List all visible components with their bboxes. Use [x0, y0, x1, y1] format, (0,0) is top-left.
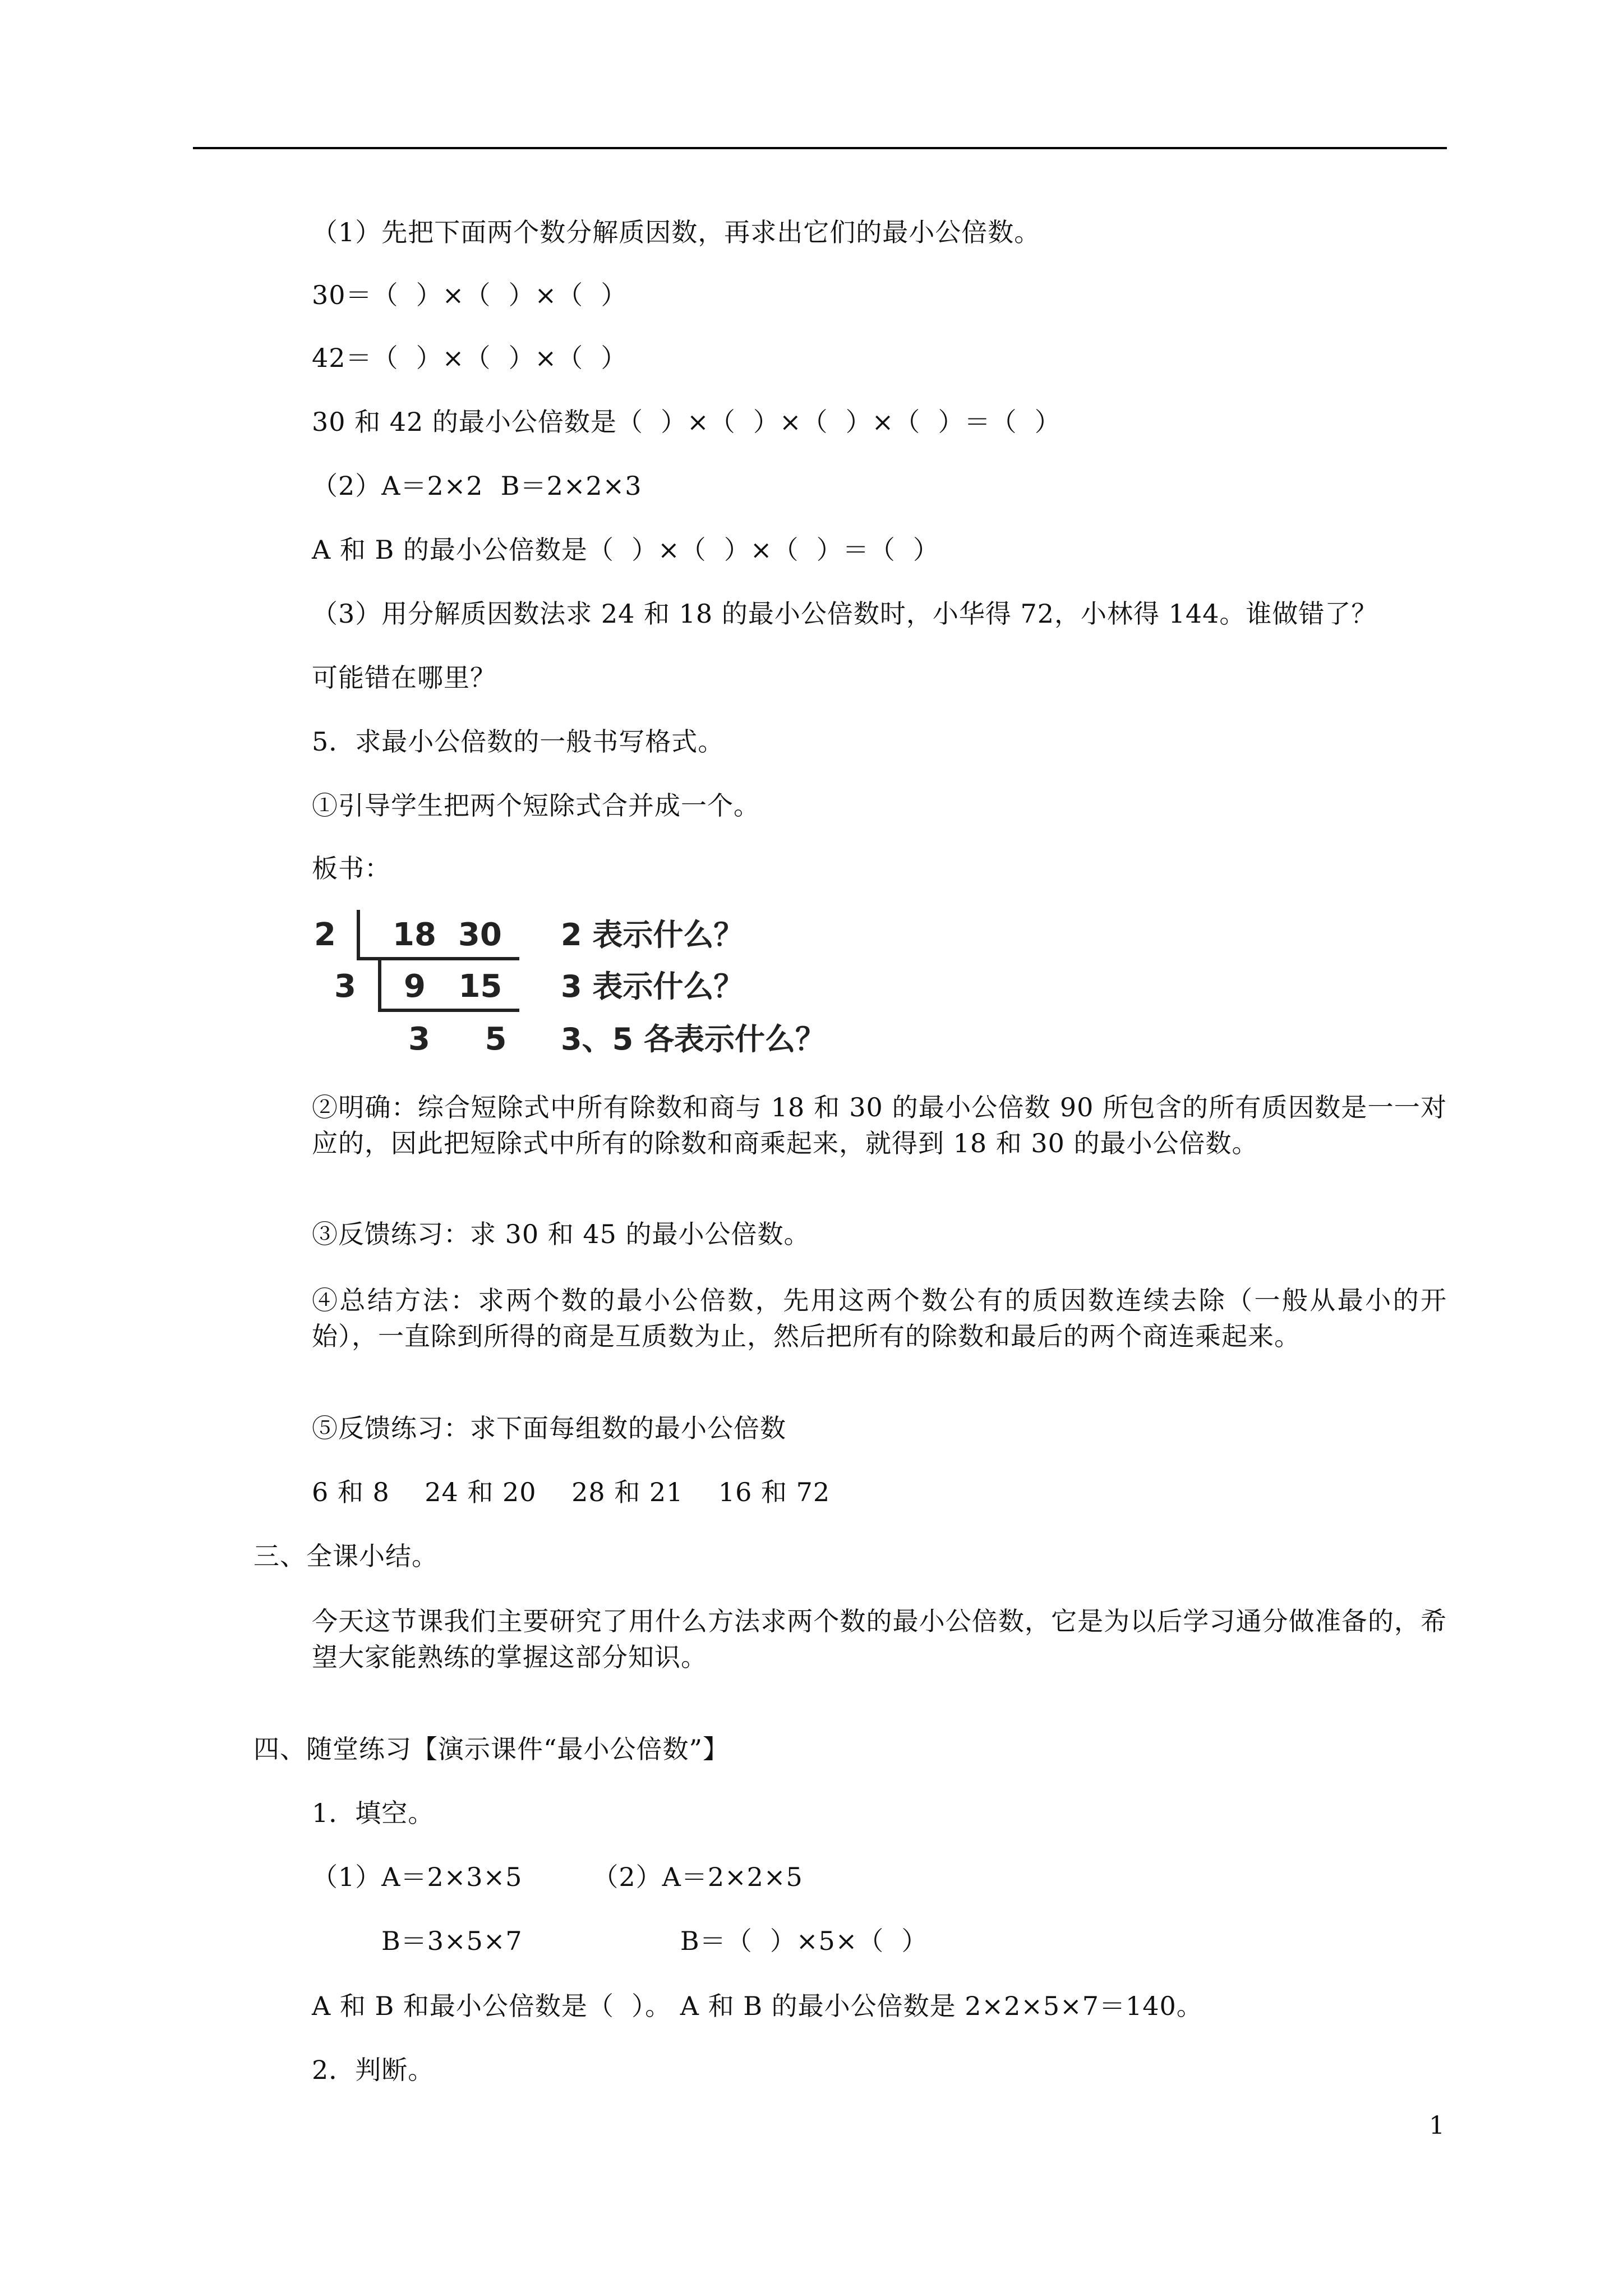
text-line: 6 和 8 24 和 20 28 和 21 16 和 72: [312, 1477, 831, 1507]
text-line: 1．填空。: [312, 1798, 435, 1828]
quotient-numbers: 3 5: [408, 1021, 507, 1057]
text-line: （3）用分解质因数法求 24 和 18 的最小公倍数时，小华得 72，小林得 144。谁做错了？: [312, 599, 1378, 629]
text-line: （1）先把下面两个数分解质因数，再求出它们的最小公倍数。: [312, 217, 1041, 247]
text-line: 2．判断。: [312, 2055, 435, 2085]
text-line: 30 和 42 的最小公倍数是（ ）×（ ）×（ ）×（ ）＝（ ）: [312, 407, 1061, 437]
text-line: （1）A＝2×3×5 （2）A＝2×2×5: [312, 1862, 803, 1892]
division-bar-vertical: [357, 910, 360, 957]
paragraph: [312, 1603, 1447, 1675]
text-line: A 和 B 的最小公倍数是（ ）×（ ）×（ ）＝（ ）: [312, 535, 939, 565]
board-question: 2 表示什么？: [561, 917, 744, 953]
text-line: （2）A＝2×2 B＝2×2×3: [312, 471, 642, 501]
text-line: ③反馈练习：求 30 和 45 的最小公倍数。: [312, 1219, 810, 1249]
paragraph-text: ④总结方法：求两个数的最小公倍数，先用这两个数公有的质因数连续去除（一般从最小的开始），一直除到所得的商是互质数为止，然后把所有的除数和最后的两个商连乘起来。: [312, 1285, 1447, 1351]
dividend-numbers: 18 30: [393, 917, 502, 953]
header-rule: [193, 147, 1447, 149]
text-line: ①引导学生把两个短除式合并成一个。: [312, 790, 760, 821]
board-question: 3、5 各表示什么？: [561, 1022, 826, 1057]
division-bar-vertical: [378, 960, 381, 1009]
page-number: 1: [1429, 2111, 1445, 2140]
text-line: 板书：: [312, 853, 391, 884]
divisor: 3: [334, 968, 356, 1005]
paragraph: [312, 1089, 1447, 1161]
dividend-numbers: 9 15: [404, 968, 502, 1005]
paragraph-text: 今天这节课我们主要研究了用什么方法求两个数的最小公倍数，它是为以后学习通分做准备的，希望大家能熟练的掌握这部分知识。: [312, 1606, 1447, 1672]
division-bar-horizontal: [378, 1009, 519, 1012]
text-line: 30＝（ ）×（ ）×（ ）: [312, 280, 628, 310]
section-heading: 三、全课小结。: [253, 1541, 438, 1571]
text-line: A 和 B 和最小公倍数是（ ）。 A 和 B 的最小公倍数是 2×2×5×7＝140。: [312, 1991, 1203, 2021]
text-line: 5．求最小公倍数的一般书写格式。: [312, 726, 725, 757]
paragraph-text: ②明确：综合短除式中所有除数和商与 18 和 30 的最小公倍数 90 所包含的所有质因数是一一对应的，因此把短除式中所有的除数和商乘起来，就得到 18 和 30 的最小公倍数。: [312, 1092, 1447, 1158]
text-line: 可能错在哪里？: [312, 662, 496, 693]
divisor: 2: [314, 917, 336, 953]
paragraph: [312, 1282, 1447, 1354]
text-line: 42＝（ ）×（ ）×（ ）: [312, 343, 628, 373]
board-question: 3 表示什么？: [561, 969, 744, 1004]
text-line: B＝3×5×7 B＝（ ）×5×（ ）: [381, 1926, 928, 1956]
section-heading: 四、随堂练习【演示课件“最小公倍数”】: [253, 1734, 730, 1764]
text-line: ⑤反馈练习：求下面每组数的最小公倍数: [312, 1413, 786, 1443]
board-short-division: [314, 908, 875, 1082]
